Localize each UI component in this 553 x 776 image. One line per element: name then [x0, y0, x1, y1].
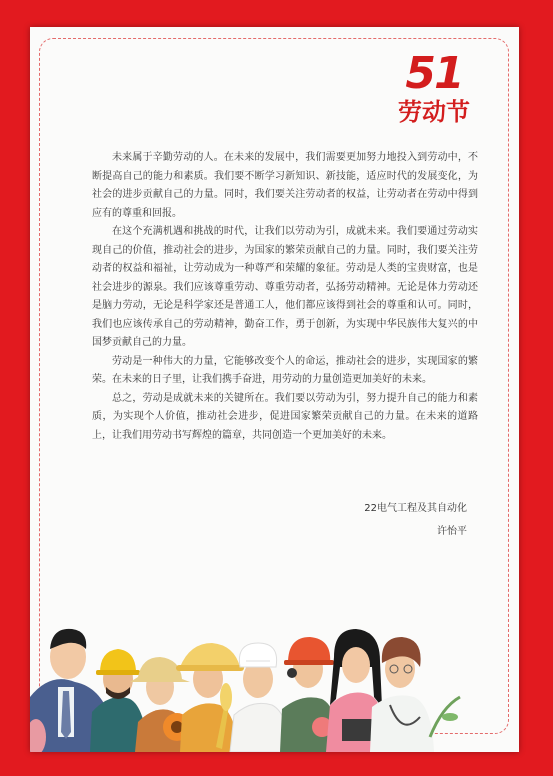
logo-number: 51: [405, 48, 463, 99]
signature-org: 22电气工程及其自动化: [364, 503, 467, 514]
worker-doctor-figure: [370, 637, 460, 752]
letter-body: [92, 149, 478, 445]
paragraph: 总之，劳动是成就未来的关键所在。我们要以劳动为引，努力提升自己的能力和素质，为实现个人价值，推动社会进步，促进国家繁荣贡献自己的力量。在未来的道路上，让我们用劳动书写辉煌的篇章，共同创造一个更加美好的未来。: [92, 392, 478, 441]
paragraph: 未来属于辛勤劳动的人。在未来的发展中，我们需要更加努力地投入到劳动中，不断提高自己的能力和素质。我们要不断学习新知识、新技能，适应时代的发展变化，为社会的进步贡献自己的力量。同时，我们要关注劳动者的权益，让劳动者在劳动中得到应有的尊重和回报。: [92, 152, 478, 219]
labor-day-logo: [385, 48, 483, 126]
logo-subtitle: 劳动节: [398, 98, 470, 126]
workers-illustration: [30, 587, 470, 752]
paragraph: 在这个充满机遇和挑战的时代，让我们以劳动为引，成就未来。我们要通过劳动实现自己的价值，推动社会的进步，为国家的繁荣贡献自己的力量。同时，我们要关注劳动者的权益和福祉，让劳动成为一种尊严和荣耀的象征。劳动是人类的宝贵财富，也是社会进步的源泉。我们应该尊重劳动、尊重劳动者，弘扬劳动精神。无论是体力劳动还是脑力劳动，无论是科学家还是普通工人，他们都应该得到社会的尊重和认可。同时，我们也应该传承自己的劳动精神，勤奋工作，勇于创新，为实现中华民族伟大复兴的中国梦贡献自己的力量。: [92, 226, 478, 348]
letter-sheet: [30, 27, 519, 752]
paragraph: 劳动是一种伟大的力量，它能够改变个人的命运，推动社会的进步，实现国家的繁荣。在未来的日子里，让我们携手奋进，用劳动的力量创造更加美好的未来。: [92, 355, 478, 385]
signature-name: 许怡平: [437, 526, 467, 537]
